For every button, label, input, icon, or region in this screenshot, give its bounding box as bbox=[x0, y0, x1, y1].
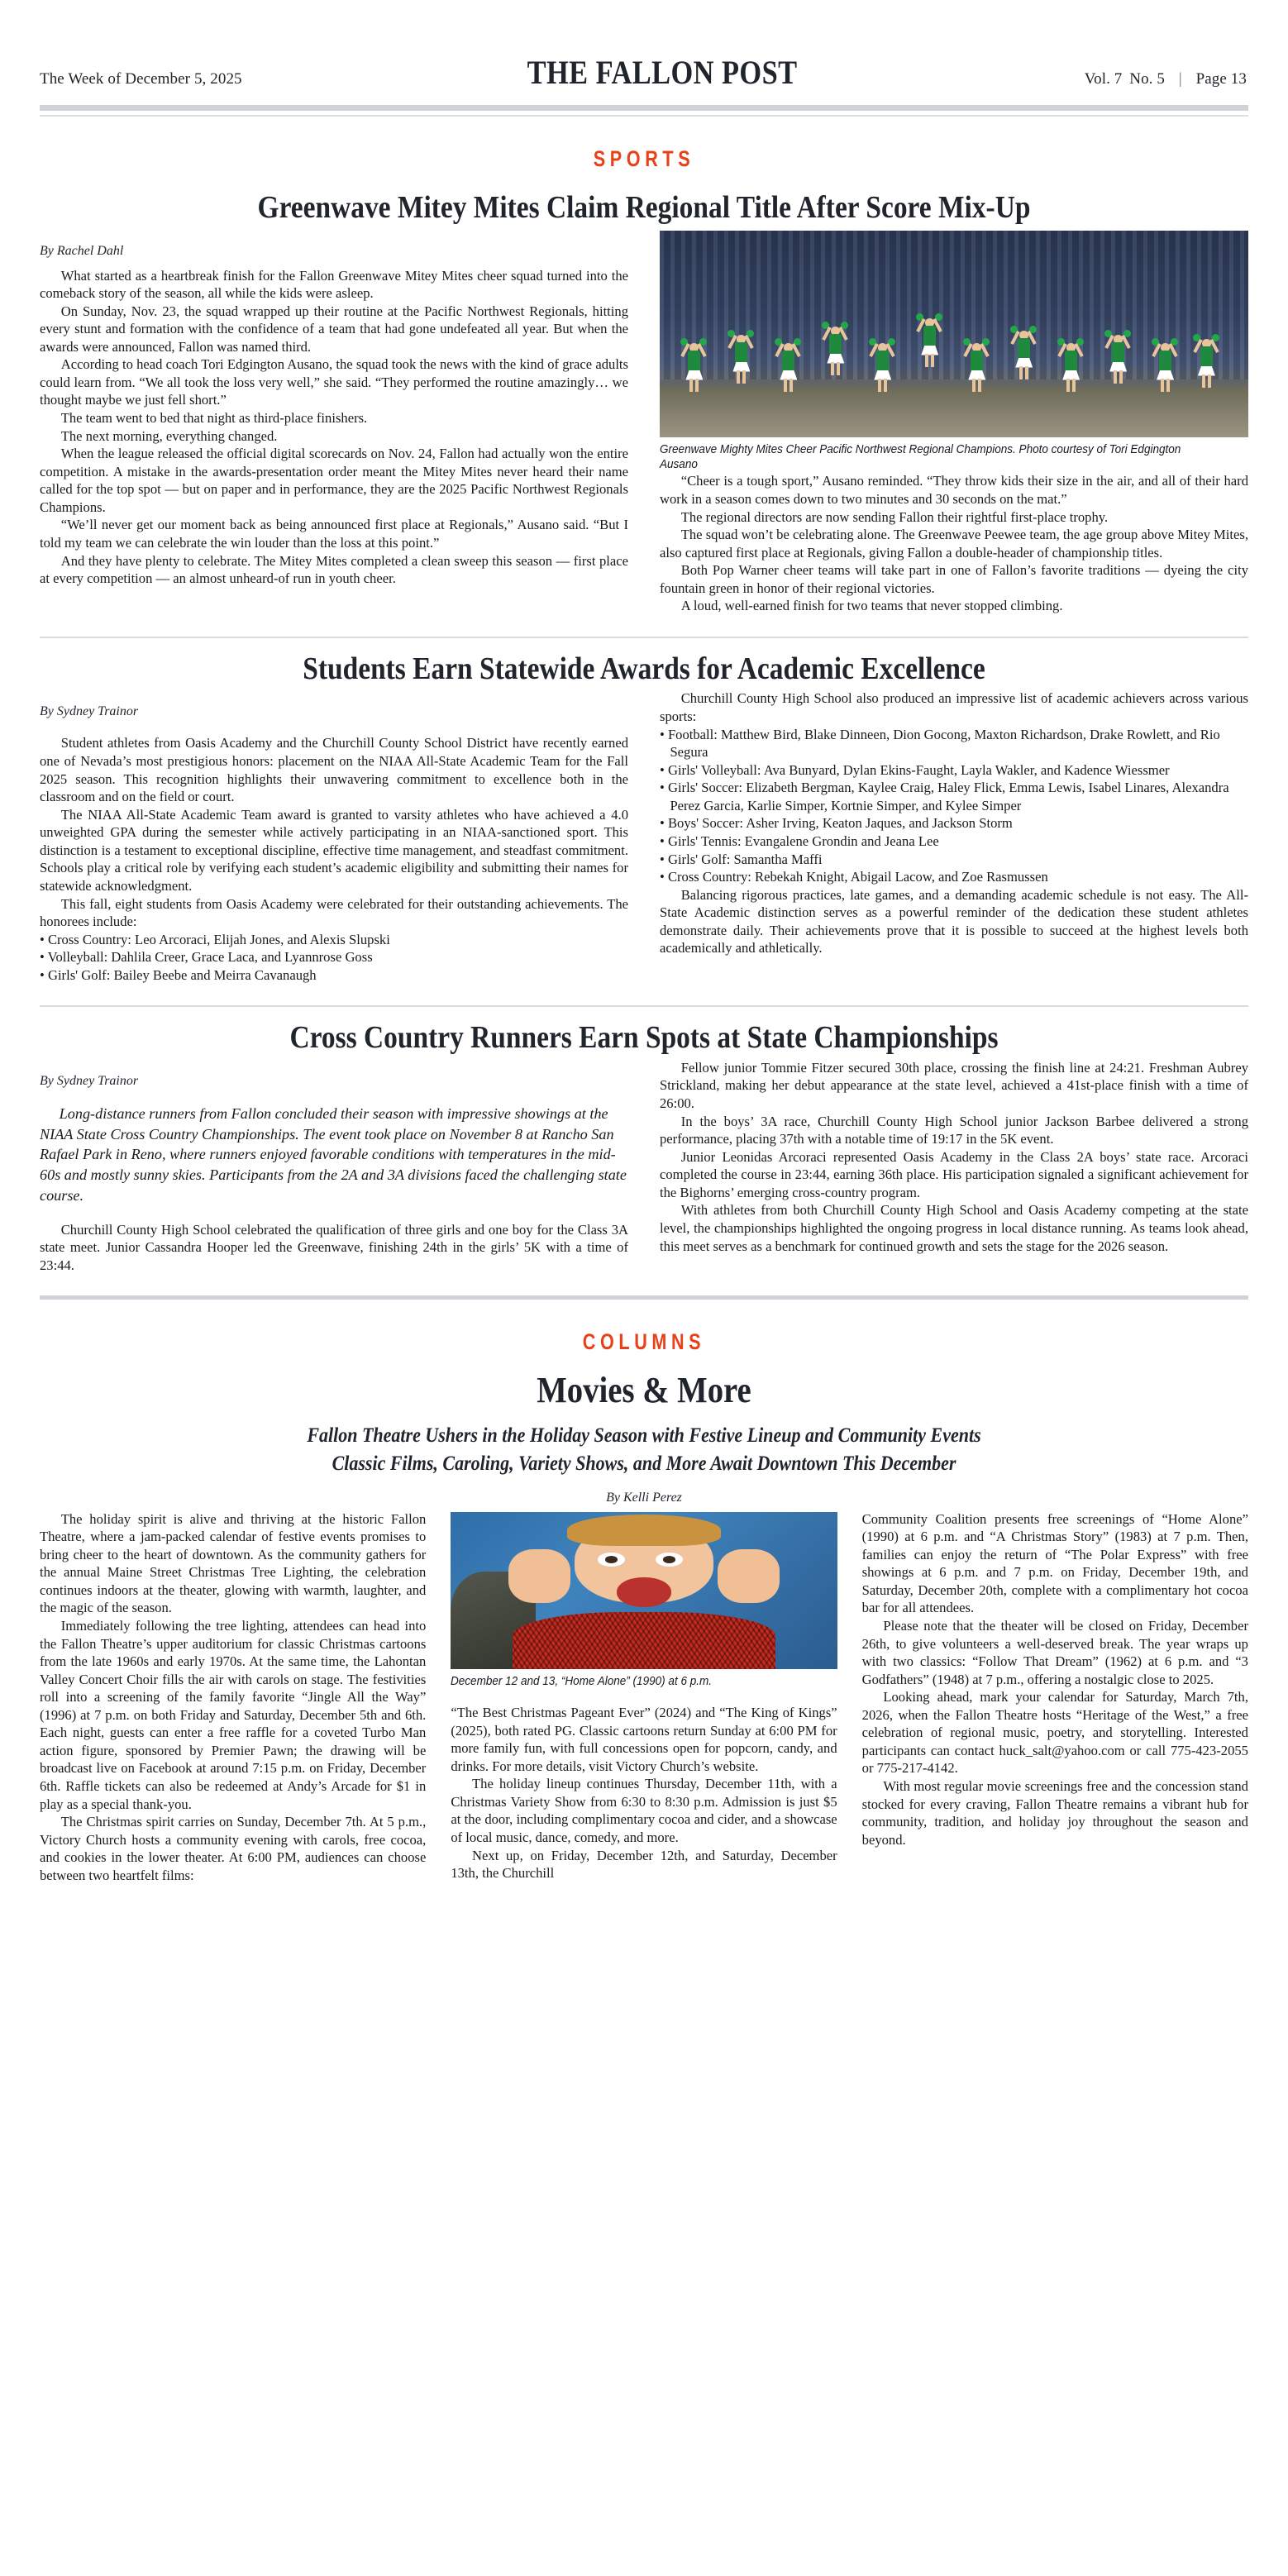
story1-paragraph: “Cheer is a tough sport,” Ausano reminded. “They throw kids their size in the air, and all of their hard work in a season comes down to two minutes and 30 seconds on the mat.” bbox=[660, 473, 1248, 507]
story4-photo-caption: December 12 and 13, “Home Alone” (1990) at 6 p.m. bbox=[451, 1674, 713, 1688]
masthead-page: Page 13 bbox=[1195, 70, 1247, 88]
story1-paragraph: Both Pop Warner cheer teams will take part in one of Fallon’s favorite traditions — dyeing the city fountain green in honor of their regional victories. bbox=[660, 562, 1248, 596]
story2-right-column bbox=[660, 689, 1248, 984]
story2-paragraph: Student athletes from Oasis Academy and the Churchill County School District have recently earned one of Nevada’s most prestigious honors: placement on the NIAA All-State Academic Team for the Fall 2025 season. This recognition highlights their unwavering commitment to excellence both in the classroom and on the field or court. bbox=[40, 735, 628, 805]
story2-closing-paragraph: Balancing rigorous practices, late games, and a demanding academic schedule is not easy. The All-State Academic distinction serves as a powerful reminder of the dedication these student athletes demonstrate daily. Their achievements prove that it is possible to succeed at the highest levels both academically and athletically. bbox=[660, 886, 1248, 956]
story4-byline: By Kelli Perez bbox=[606, 1490, 682, 1505]
story4-paragraph: Next up, on Friday, December 12th, and Saturday, December 13th, the Churchill bbox=[451, 1847, 837, 1882]
list-item: • Girls' Tennis: Evangalene Grondin and Jeana Lee bbox=[660, 832, 939, 849]
story4-photo-block bbox=[451, 1512, 837, 1689]
story1-paragraph: The next morning, everything changed. bbox=[60, 427, 278, 444]
story3-headline: Cross Country Runners Earn Spots at State Championships bbox=[289, 1020, 999, 1056]
story1-byline: By Rachel Dahl bbox=[40, 243, 124, 258]
story3-lede: Long-distance runners from Fallon concluded their season with impressive showings at the NIAA State Cross Country Championships. The event took place on November 8 at Rancho San Rafael Park in Reno, where runners enjoyed favorable conditions with temperatures in the mid-60s and mostly sunny skies. Participants from the 2A and 3A divisions faced the challenging state course. bbox=[40, 1104, 627, 1204]
story3-byline: By Sydney Trainor bbox=[40, 1073, 139, 1088]
list-item: • Girls' Golf: Samantha Maffi bbox=[660, 851, 823, 867]
story1-paragraph: The regional directors are now sending Fallon their rightful first-place trophy. bbox=[680, 508, 1109, 525]
masthead-rule-thick bbox=[40, 105, 1248, 111]
list-item: • Girls' Soccer: Elizabeth Bergman, Kaylee Craig, Haley Flick, Emma Lewis, Isabel Linares, Alexandra Perez Garcia, Karlie Simper, Kortnie Simper, and Kylee Simper bbox=[660, 780, 1229, 813]
story4-paragraph: The holiday spirit is alive and thriving at the historic Fallon Theatre, where a jam-packed calendar of festive events promises to bring cheer to the heart of downtown. As the community gathers for the annual Maine Street Christmas Tree Lighting, the celebration continues indoors at the theater, glowing with warmth, laughter, and the magic of the season. bbox=[40, 1510, 427, 1616]
story3-paragraph: Churchill County High School celebrated the qualification of three girls and one boy for the Class 3A state meet. Junior Cassandra Hooper led the Greenwave, finishing 24th in the girls’ 5K with a time of 23:44. bbox=[40, 1221, 628, 1273]
cheer-team-photo bbox=[660, 231, 1248, 437]
story1-paragraph: The team went to bed that night as third-place finishers. bbox=[60, 410, 368, 427]
story1-paragraph: On Sunday, Nov. 23, the squad wrapped up their routine at the Pacific Northwest Regionals, hitting every stunt and formation with the confidence of a team that had gone undefeated all year. But when the awards were announced, Fallon was named third. bbox=[40, 303, 628, 355]
story1-paragraph: “We’ll never get our moment back as being announced first place at Regionals,” Ausano said. “But I told my team we can celebrate the win louder than the loss at this point.” bbox=[40, 517, 628, 551]
home-alone-photo bbox=[451, 1512, 837, 1669]
story2-paragraph: Churchill County High School also produced an impressive list of academic achievers across various sports: bbox=[660, 690, 1248, 725]
story1-paragraph: And they have plenty to celebrate. The Mitey Mites completed a clean sweep this season — first place at every competition — an almost unheard-of run in youth cheer. bbox=[40, 552, 628, 587]
story4-column-3 bbox=[862, 1510, 1248, 1885]
story4-column-2 bbox=[451, 1510, 837, 1885]
story2-paragraph: This fall, eight students from Oasis Academy were celebrated for their outstanding achievements. The honorees include: bbox=[40, 895, 628, 930]
story1-photo-block bbox=[660, 231, 1248, 473]
story1-photo-caption: Greenwave Mighty Mites Cheer Pacific Northwest Regional Champions. Photo courtesy of Tori Edgington Ausano bbox=[660, 442, 1181, 471]
story4-paragraph: Looking ahead, mark your calendar for Saturday, March 7th, 2026, when the Fallon Theatre hosts “Heritage of the West,” a free celebration of regional music, poetry, and storytelling. Interested participants can contact huck_salt@yahoo.com or call 775-423-2055 or 775-217-4142. bbox=[861, 1689, 1248, 1777]
story4-column-1 bbox=[40, 1510, 426, 1885]
story-divider bbox=[40, 637, 1248, 638]
story2-columns bbox=[40, 689, 1248, 984]
list-item: • Football: Matthew Bird, Blake Dinneen, Dion Gocong, Maxton Richardson, Drake Rowlett, and Rio Segura bbox=[660, 726, 1220, 761]
story3-columns bbox=[40, 1059, 1248, 1274]
masthead-title: THE FALLON POST bbox=[527, 54, 798, 91]
section-kicker-sports: SPORTS bbox=[593, 146, 695, 171]
story4-paragraph: “The Best Christmas Pageant Ever” (2024) and “The King of Kings” (2025), both rated PG. Classic cartoons return Sunday at 6:00 PM for more family fun, with full concessions open for popcorn, candy, and drinks. For more details, visit Victory Church’s website. bbox=[451, 1705, 837, 1774]
story4-paragraph: Community Coalition presents free screenings of “Home Alone” (1990) at 6 p.m. and “A Christmas Story” (1983) at 7 p.m. Then, families can enjoy the return of “The Polar Express” with free showings at 6 p.m. and 7 p.m. on Friday, December 19th, and Saturday, December 20th, complete with a complimentary hot cocoa bar for all attendees. bbox=[861, 1510, 1248, 1616]
story4-paragraph: The Christmas spirit carries on Sunday, December 7th. At 5 p.m., Victory Church hosts a community evening with carols, free cocoa, and cookies in the lower theater. At 6:00 PM, audiences can choose between two heartfelt films: bbox=[40, 1814, 427, 1883]
masthead-volume: Vol. 7 bbox=[1084, 70, 1123, 88]
story-divider bbox=[40, 1005, 1248, 1007]
list-item: • Volleyball: Dahlila Creer, Grace Laca, and Lyannrose Goss bbox=[40, 949, 373, 966]
story1-paragraph: A loud, well-earned finish for two teams that never stopped climbing. bbox=[680, 598, 1063, 614]
story1-paragraph: The squad won’t be celebrating alone. The Greenwave Peewee team, the age group above Mitey Mites, also captured first place at Regionals, giving Fallon a double-header of championship titles. bbox=[660, 527, 1248, 561]
story3-paragraph: Fellow junior Tommie Fitzer secured 30th place, crossing the finish line at 24:21. Freshman Aubrey Strickland, making her debut appearance at the state level, achieved a 41st-place finish with a time of 26:00. bbox=[660, 1059, 1248, 1112]
story4-paragraph: The holiday lineup continues Thursday, December 11th, with a Christmas Variety Show from 6:30 to 8:30 p.m. Admission is just $5 at the door, including complimentary cocoa and cider, and a showcase of local music, dance, comedy, and more. bbox=[451, 1776, 837, 1845]
section-kicker-columns: COLUMNS bbox=[582, 1329, 706, 1355]
story3-right-column bbox=[660, 1059, 1248, 1274]
masthead-number: No. 5 bbox=[1129, 70, 1165, 88]
masthead-separator: | bbox=[1178, 70, 1182, 88]
list-item: • Girls' Volleyball: Ava Bunyard, Dylan Ekins-Faught, Layla Wakler, and Kadence Wiessmer bbox=[660, 761, 1170, 778]
story1-headline: Greenwave Mitey Mites Claim Regional Title After Score Mix-Up bbox=[257, 190, 1031, 225]
masthead-date: The Week of December 5, 2025 bbox=[40, 70, 242, 88]
story1-paragraph: When the league released the official digital scorecards on Nov. 24, Fallon had actually won the entire competition. A mistake in the awards-presentation order meant the Mitey Mites never heard their name called for the top spot — but on paper and in performance, they are the 2025 Pacific Northwest Regionals Champions. bbox=[40, 446, 628, 515]
story2-left-bullet-list bbox=[40, 931, 628, 985]
story2-byline: By Sydney Trainor bbox=[40, 704, 139, 719]
list-item: • Boys' Soccer: Asher Irving, Keaton Jaques, and Jackson Storm bbox=[660, 815, 1013, 832]
story2-paragraph: The NIAA All-State Academic Team award is granted to varsity athletes who have achieved a 4.0 unweighted GPA during the semester while actively participating in an NIAA-sanctioned sport. This distinction is a testament to exceptional discipline, effective time management, and steadfast commitment. Schools play a critical role by verifying each student’s academic eligibility and submitting their names for statewide acknowledgment. bbox=[40, 806, 628, 894]
masthead-rule-thin bbox=[40, 115, 1248, 117]
story2-right-bullet-list bbox=[660, 726, 1248, 886]
story3-left-column bbox=[40, 1059, 628, 1274]
list-item: • Cross Country: Leo Arcoraci, Elijah Jones, and Alexis Slupski bbox=[40, 931, 390, 947]
story1-right-column bbox=[660, 229, 1248, 615]
story4-subhead-1: Fallon Theatre Ushers in the Holiday Season with Festive Lineup and Community Events bbox=[307, 1424, 981, 1447]
story4-title: Movies & More bbox=[537, 1370, 751, 1411]
list-item: • Cross Country: Rebekah Knight, Abigail Lacow, and Zoe Rasmussen bbox=[660, 869, 1048, 885]
story4-paragraph: With most regular movie screenings free and the concession stand stocked for every craving, Fallon Theatre remains a vibrant hub for community, tradition, and holiday joy throughout the season and beyond. bbox=[861, 1778, 1248, 1848]
masthead-meta bbox=[1083, 70, 1248, 88]
section-divider bbox=[40, 1295, 1248, 1300]
story3-paragraph: With athletes from both Churchill County High School and Oasis Academy competing at the state level, the championships highlighted the ongoing progress in local distance running. As teams look ahead, this meet serves as a benchmark for continued growth and sets the stage for the 2026 season. bbox=[660, 1202, 1248, 1254]
story2-left-column bbox=[40, 689, 628, 984]
masthead bbox=[40, 0, 1248, 92]
story1-paragraph: According to head coach Tori Edgington Ausano, the squad took the news with the kind of grace adults could learn from. “We all took the loss very well,” she said. “They performed the routine amazingly… we thought maybe we just fell short.” bbox=[40, 356, 628, 408]
story1-left-column bbox=[40, 229, 628, 615]
story3-paragraph: Junior Leonidas Arcoraci represented Oasis Academy in the Class 2A boys’ state race. Arcoraci completed the course in 23:44, earning 36th place. His participation signaled a significant achievement for the Bighorns’ emerging cross-country program. bbox=[660, 1148, 1248, 1200]
story4-paragraph: Please note that the theater will be closed on Friday, December 26th, to give volunteers a well-deserved break. The year wraps up with two classics: “Follow That Dream” (1962) at 6 p.m. and “3 Godfathers” (1948) at 7 p.m., offering a nostalgic close to 2025. bbox=[861, 1617, 1248, 1687]
story4-subhead-2: Classic Films, Caroling, Variety Shows, and More Await Downtown This December bbox=[332, 1452, 956, 1475]
story1-columns bbox=[40, 229, 1248, 615]
story4-paragraph: Immediately following the tree lighting, attendees can head into the Fallon Theatre’s upper auditorium for classic Christmas cartoons from the late 1960s and early 1970s. At the same time, the Lahontan Valley Concert Choir fills the air with carols on stage. The festivities roll into a screening of the family favorite “Jingle All the Way” (1996) at 7 p.m. on both Friday and Saturday, December 5th and 6th. Each night, guests can enter a free raffle for a coveted Turbo Man action figure, sponsored by Premier Pawn; the drawing will be broadcast live on Facebook at around 7:15 p.m. on Friday, December 6th. Raffle tickets can also be redeemed at Andy’s Arcade for $1 in play as a special thank-you. bbox=[40, 1617, 427, 1812]
story4-columns bbox=[40, 1510, 1248, 1885]
story1-paragraph: What started as a heartbreak finish for the Fallon Greenwave Mitey Mites cheer squad turned into the comeback story of the season, all while the kids were asleep. bbox=[40, 267, 628, 302]
story2-headline: Students Earn Statewide Awards for Academic Excellence bbox=[303, 651, 985, 686]
story3-paragraph: In the boys’ 3A race, Churchill County High School junior Jackson Barbee delivered a strong performance, placing 37th with a notable time of 19:17 in the 5K event. bbox=[660, 1113, 1248, 1147]
list-item: • Girls' Golf: Bailey Beebe and Meirra Cavanaugh bbox=[40, 966, 317, 983]
